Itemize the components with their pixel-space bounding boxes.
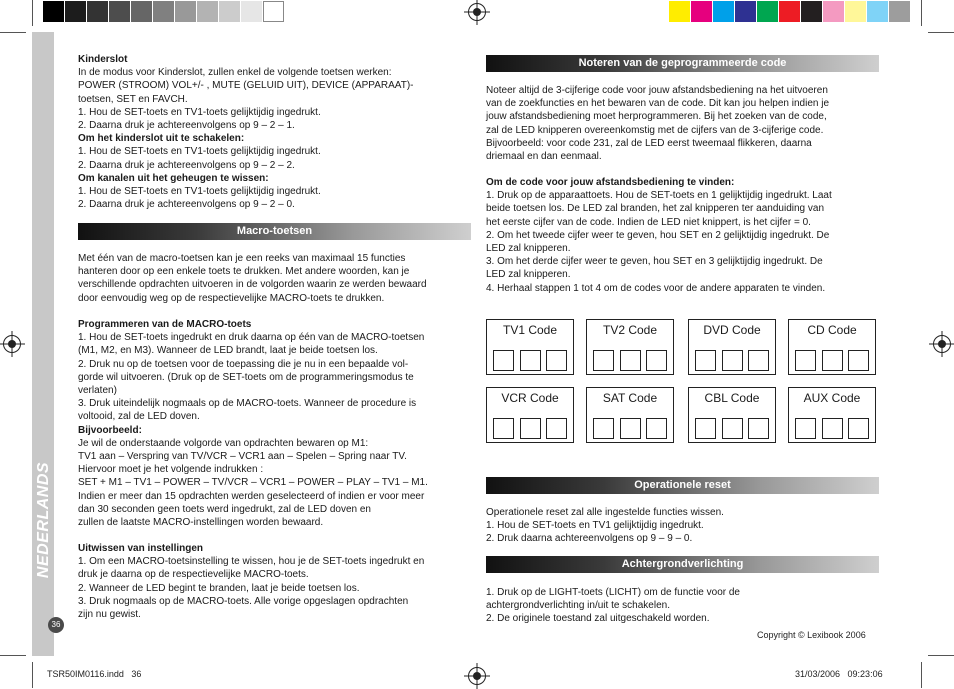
text-line: 2. Daarna druk je achtereenvolgens op 9 – 2 – 2. [78, 159, 295, 171]
color-swatch [735, 1, 756, 22]
text-line: LED zal knipperen. [486, 243, 571, 255]
text-line: beide toetsen los. De LED zal branden, het zal knipperen ter aanduiding van [486, 203, 825, 215]
digit-cell [848, 350, 869, 371]
digit-cell [795, 350, 816, 371]
section-header-noteren: Noteren van de geprogrammeerde code [486, 55, 879, 72]
text-line: In de modus voor Kinderslot, zullen enkel de volgende toetsen werken: [78, 67, 392, 79]
kinderslot-uit-text [78, 145, 474, 171]
registration-mark-left [3, 335, 21, 353]
crop-mark [928, 32, 954, 33]
digit-cell [822, 350, 843, 371]
digit-cells [795, 418, 869, 440]
section-title-kanalen-wissen: Om kanalen uit het geheugen te wissen: [78, 172, 269, 184]
text-line: LED zal knipperen. [486, 269, 571, 281]
digit-cell [593, 418, 614, 439]
text-line: jouw afstandsbediening moet herprogrammeren. Bij het zoeken van de code, [486, 111, 827, 123]
noteren-block [486, 84, 886, 163]
digit-cell [822, 418, 843, 439]
text-line: druk je daarna op de respectievelijke MACRO-toets. [78, 569, 309, 581]
digit-cell [493, 418, 514, 439]
color-swatch [889, 1, 910, 22]
digit-cell [748, 418, 769, 439]
digit-cell [520, 418, 541, 439]
digit-cell [493, 350, 514, 371]
text-line: 1. Hou de SET-toets en TV1 gelijktijdig ingedrukt. [486, 520, 704, 532]
text-line: 1. Om een MACRO-toetsinstelling te wissen, hou je de SET-toets ingedrukt en [78, 556, 425, 568]
text-line: 2. Druk nu op de toetsen voor de toepassing die je nu in een bepaalde vol- [78, 358, 409, 370]
color-swatch [691, 1, 712, 22]
code-box [486, 387, 574, 443]
code-box-label: CD Code [807, 323, 857, 337]
code-box [586, 387, 674, 443]
text-line: SET + M1 – TV1 – POWER – TV/VCR – VCR1 – POWER – PLAY – TV1 – M1. [78, 477, 428, 489]
color-swatch [197, 1, 218, 22]
code-box-label: TV1 Code [502, 323, 558, 337]
color-swatch [801, 1, 822, 22]
backlight-text [486, 586, 886, 626]
section-title-programmeren: Programmeren van de MACRO-toets [78, 319, 252, 330]
digit-cell [848, 418, 869, 439]
color-swatch [241, 1, 262, 22]
registration-mark-top [468, 3, 486, 21]
text-line: Operationele reset zal alle ingestelde functies wissen. [486, 507, 724, 518]
text-line: 3. Druk uiteindelijk nogmaals op de MACRO-toets. Wanneer de procedure is [78, 398, 417, 410]
digit-cells [795, 350, 869, 372]
crop-mark [928, 655, 954, 656]
uitwissen-block [78, 542, 474, 621]
section-title-uitwissen: Uitwissen van instellingen [78, 543, 204, 554]
text-line: dan 30 seconden geen toets werd ingedrukt, zal de LED doven en [78, 503, 371, 515]
digit-cell [546, 350, 567, 371]
code-box-label: DVD Code [703, 323, 761, 337]
code-box-label: TV2 Code [602, 323, 658, 337]
code-box [788, 387, 876, 443]
text-line: 1. Hou de SET-toets en TV1-toets gelijktijdig ingedrukt. [78, 146, 321, 158]
digit-cell [748, 350, 769, 371]
text-line: Je wil de onderstaande volgorde van opdrachten bewaren op M1: [78, 437, 369, 449]
digit-cell [620, 350, 641, 371]
section-header-backlight: Achtergrondverlichting [486, 556, 879, 573]
backlight-block [486, 586, 886, 626]
macro-programming [78, 318, 474, 529]
text-line: 3. Druk nogmaals op de MACRO-toets. Alle vorige opgeslagen opdrachten [78, 595, 409, 607]
text-line: door eenvoudig weg op de respectievelijke MACRO-toets te drukken. [78, 292, 385, 304]
text-line: 2. Wanneer de LED begint te branden, laat je beide toetsen los. [78, 582, 360, 594]
text-line: 3. Om het derde cijfer weer te geven, hou SET en 3 gelijktijdig ingedrukt. De [486, 256, 823, 268]
text-line: Bijvoorbeeld: voor code 231, zal de LED eerst tweemaal flikkeren, daarna [486, 137, 812, 149]
text-line: verschillende opdrachten uitvoeren in de volgorden waarin ze werden bewaard [78, 279, 427, 291]
kanalen-wissen-text [78, 185, 474, 211]
text-line: 2. De originele toestand zal uitgeschakeld worden. [486, 613, 710, 625]
digit-cell [646, 418, 667, 439]
color-swatch [65, 1, 86, 22]
uitwissen-text [78, 555, 474, 621]
text-line: 1. Hou de SET-toets en TV1-toets gelijktijdig ingedrukt. [78, 106, 321, 118]
color-swatch [43, 1, 64, 22]
reset-text [486, 506, 886, 546]
text-line: 1. Hou de SET-toets ingedrukt en druk daarna op één van de MACRO-toetsen [78, 332, 425, 344]
code-box [688, 387, 776, 443]
text-line: voltooid, zal de LED doven. [78, 411, 200, 423]
footer-filename: TSR50IM0116.indd 36 [47, 669, 142, 679]
code-box [788, 319, 876, 375]
text-line: (M1, M2, en M3). Wanneer de LED brandt, laat je beide toetsen los. [78, 345, 378, 357]
text-line: zal de LED knipperen overeenkomstig met de cijfers van de 3-cijferige code. [486, 124, 824, 136]
programmeren-text [78, 331, 474, 423]
color-swatch [219, 1, 240, 22]
text-line: toetsen, SET en FAVCH. [78, 93, 188, 105]
color-swatch [109, 1, 130, 22]
text-line: 1. Druk op de LIGHT-toets (LICHT) om de functie voor de [486, 587, 740, 598]
code-vinden-text [486, 189, 886, 295]
section-header-macro: Macro-toetsen [78, 223, 471, 240]
crop-mark [0, 655, 26, 656]
color-swatch [263, 1, 284, 22]
text-line: 2. Druk daarna achtereenvolgens op 9 – 9 – 0. [486, 533, 693, 545]
text-line: Noteer altijd de 3-cijferige code voor jouw afstandsbediening na het uitvoeren [486, 85, 828, 96]
registration-mark-bottom [468, 667, 486, 685]
footer-datetime: 31/03/2006 09:23:06 [795, 669, 883, 679]
text-line: driemaal en dan eenmaal. [486, 151, 602, 163]
digit-cells [695, 418, 769, 440]
color-swatch [153, 1, 174, 22]
text-line: 1. Hou de SET-toets en TV1-toets gelijktijdig ingedrukt. [78, 186, 321, 198]
vinden-block [486, 176, 886, 295]
color-swatch [867, 1, 888, 22]
crop-mark [921, 0, 922, 26]
text-line: zijn nu gewist. [78, 609, 141, 621]
section-title-kinderslot-uit: Om het kinderslot uit te schakelen: [78, 133, 245, 145]
digit-cell [695, 350, 716, 371]
digit-cell [593, 350, 614, 371]
text-line: 2. Daarna druk je achtereenvolgens op 9 – 2 – 0. [78, 199, 295, 211]
digit-cell [620, 418, 641, 439]
crop-mark [32, 0, 33, 26]
code-box-label: CBL Code [704, 391, 760, 405]
crop-mark [921, 662, 922, 688]
page-number: 36 [48, 617, 64, 633]
text-line: 4. Herhaal stappen 1 tot 4 om de codes voor de andere apparaten te vinden. [486, 282, 826, 294]
color-swatch [823, 1, 844, 22]
digit-cell [520, 350, 541, 371]
color-swatch [87, 1, 108, 22]
section-title-code-vinden: Om de code voor jouw afstandsbediening te vinden: [486, 177, 735, 188]
color-swatch [669, 1, 690, 22]
text-line: Hiervoor moet je het volgende indrukken : [78, 464, 264, 476]
color-swatch [845, 1, 866, 22]
color-swatch [713, 1, 734, 22]
text-line: zullen de laatste MACRO-instellingen worden bewaard. [78, 517, 324, 529]
text-line: 2. Daarna druk je achtereenvolgens op 9 – 2 – 1. [78, 120, 295, 132]
text-line: Met één van de macro-toetsen kan je een reeks van maximaal 15 functies [78, 253, 406, 264]
text-line: 2. Om het tweede cijfer weer te geven, hou SET en 2 gelijktijdig ingedrukt. De [486, 229, 830, 241]
digit-cells [493, 418, 567, 440]
digit-cell [695, 418, 716, 439]
color-swatch [757, 1, 778, 22]
code-box-label: AUX Code [803, 391, 861, 405]
digit-cell [546, 418, 567, 439]
text-line: achtergrondverlichting in/uit te schakelen. [486, 600, 670, 612]
registration-mark-right [933, 335, 951, 353]
digit-cell [646, 350, 667, 371]
code-box-label: VCR Code [501, 391, 559, 405]
copyright: Copyright © Lexibook 2006 [757, 630, 866, 640]
digit-cells [493, 350, 567, 372]
kinderslot-text [78, 66, 474, 132]
code-box [688, 319, 776, 375]
digit-cells [593, 418, 667, 440]
digit-cell [795, 418, 816, 439]
text-line: verlaten) [78, 385, 117, 397]
code-box [586, 319, 674, 375]
digit-cells [593, 350, 667, 372]
digit-cell [722, 350, 743, 371]
macro-intro-text [78, 252, 474, 305]
left-column [78, 53, 474, 211]
code-box-label: SAT Code [602, 391, 658, 405]
language-tab [34, 460, 54, 580]
section-header-reset: Operationele reset [486, 477, 879, 494]
digit-cells [695, 350, 769, 372]
noteren-text [486, 84, 886, 163]
bijvoorbeeld-text [78, 437, 474, 529]
digit-cell [722, 418, 743, 439]
code-box [486, 319, 574, 375]
language-label: NEDERLANDS [35, 461, 52, 579]
color-swatch [131, 1, 152, 22]
crop-mark [32, 662, 33, 688]
macro-intro [78, 252, 474, 305]
section-title-kinderslot: Kinderslot [78, 54, 128, 65]
text-line: het eerste cijfer van de code. Indien de LED niet knippert, is het cijfer = 0. [486, 216, 811, 228]
crop-mark [0, 32, 26, 33]
section-title-bijvoorbeeld: Bijvoorbeeld: [78, 424, 142, 436]
text-line: hanteren door op een enkele toets te drukken. Met andere woorden, kan je [78, 266, 410, 278]
reset-block [486, 506, 886, 546]
color-swatch [779, 1, 800, 22]
text-line: van de zoekfuncties en het bewaren van de code. Dit kan jou helpen indien je [486, 98, 830, 110]
text-line: Indien er meer dan 15 opdrachten werden geselecteerd of indien er voor meer [78, 490, 425, 502]
text-line: gorde wil uitvoeren. (Druk op de SET-toets om de programmeringsmodus te [78, 371, 414, 383]
text-line: 1. Druk op de apparaattoets. Hou de SET-toets en 1 gelijktijdig ingedrukt. Laat [486, 190, 832, 202]
text-line: TV1 aan – Verspring van TV/VCR – VCR1 aan – Spelen – Spring naar TV. [78, 451, 407, 463]
color-swatch [175, 1, 196, 22]
text-line: POWER (STROOM) VOL+/- , MUTE (GELUID UIT), DEVICE (APPARAAT)- [78, 80, 414, 92]
